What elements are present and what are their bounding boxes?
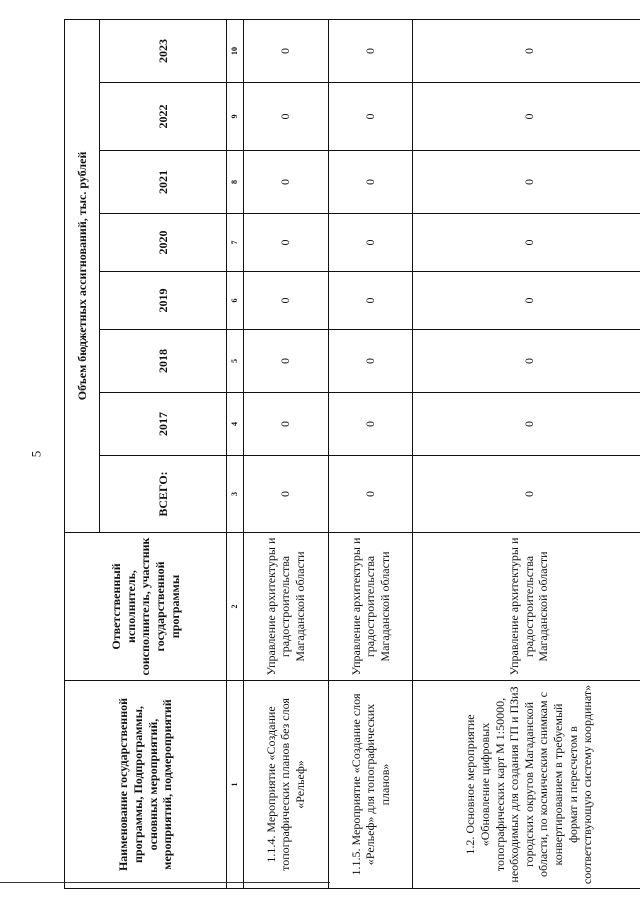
header-year: 2021 — [100, 151, 227, 214]
column-number: 2 — [227, 533, 244, 681]
table-row — [413, 19, 640, 888]
header-budget-group: Объем бюджетных ассигнований, тыс. рублей — [65, 19, 100, 532]
column-number: 10 — [227, 19, 244, 82]
column-number: 4 — [227, 393, 244, 456]
table-row — [328, 19, 413, 888]
header-year: 2017 — [100, 393, 227, 456]
row-value: 0 — [243, 456, 328, 533]
row-value: 0 — [328, 272, 413, 330]
row-value: 0 — [328, 330, 413, 393]
row-value: 0 — [413, 456, 640, 533]
column-number: 9 — [227, 83, 244, 151]
row-value: 0 — [328, 214, 413, 272]
row-value: 0 — [413, 19, 640, 82]
column-number: 7 — [227, 214, 244, 272]
row-value: 0 — [413, 83, 640, 151]
page-number: 5 — [28, 450, 44, 458]
header-responsible: Ответственный исполнитель, соисполнитель, участник государственной программы — [65, 533, 227, 681]
row-value: 0 — [243, 19, 328, 82]
column-number: 3 — [227, 456, 244, 533]
header-year: 2020 — [100, 214, 227, 272]
column-number: 6 — [227, 272, 244, 330]
header-total: ВСЕГО: — [100, 456, 227, 533]
row-value: 0 — [413, 393, 640, 456]
row-name: 1.1.4. Мероприятие «Создание топографических планов без слоя «Рельеф» — [243, 681, 328, 889]
header-name: Наименование государственной программы, Подпрограммы, основных мероприятий, мероприятий, подмероприятий — [65, 681, 227, 889]
header-year: 2018 — [100, 330, 227, 393]
row-value: 0 — [328, 151, 413, 214]
row-value: 0 — [243, 214, 328, 272]
row-value: 0 — [243, 83, 328, 151]
row-value: 0 — [243, 330, 328, 393]
row-value: 0 — [328, 19, 413, 82]
row-value: 0 — [328, 393, 413, 456]
row-name: 1.1.5. Мероприятие «Создание слоя «Рельеф» для топографических планов» — [328, 681, 413, 889]
row-responsible: Управление архитектуры и градостроительства Магаданской области — [243, 533, 328, 681]
header-year: 2022 — [100, 83, 227, 151]
rotated-table-container — [64, 38, 640, 889]
column-number: 8 — [227, 151, 244, 214]
table-row — [243, 19, 328, 888]
row-value: 0 — [413, 214, 640, 272]
row-value: 0 — [328, 456, 413, 533]
header-year: 2023 — [100, 19, 227, 82]
column-number: 5 — [227, 330, 244, 393]
footer-divider — [0, 882, 330, 883]
budget-table — [64, 19, 640, 889]
row-value: 0 — [413, 151, 640, 214]
row-value: 0 — [243, 393, 328, 456]
column-number: 1 — [227, 681, 244, 889]
row-value: 0 — [328, 83, 413, 151]
row-value: 0 — [413, 330, 640, 393]
row-value: 0 — [243, 272, 328, 330]
row-name: 1.2. Основное мероприятие «Обновление цифровых топографических карт М 1:50000, необходимых для создания ГП и ПЗиЗ городских округов Магаданской области, по космическим снимкам с конвертированием в требуемый формат и пересчетом в соответствующую систему координат» — [413, 681, 640, 889]
row-responsible: Управление архитектуры и градостроительства Магаданской области — [328, 533, 413, 681]
header-year: 2019 — [100, 272, 227, 330]
row-responsible: Управление архитектуры и градостроительства Магаданской области — [413, 533, 640, 681]
row-value: 0 — [243, 151, 328, 214]
row-value: 0 — [413, 272, 640, 330]
